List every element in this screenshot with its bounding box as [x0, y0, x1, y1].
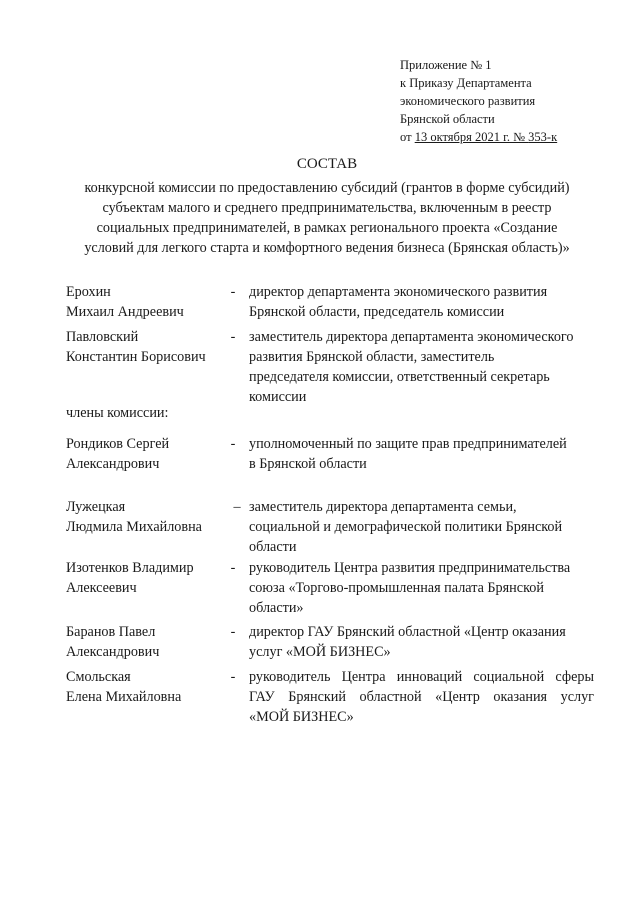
member-name: Ерохин Михаил Андреевич — [66, 284, 184, 320]
appendix-line-4: Брянской области — [400, 112, 495, 126]
appendix-block — [400, 56, 620, 146]
appendix-line-2: к Приказу Департамента — [400, 76, 532, 90]
member-dash: - — [230, 624, 236, 640]
document-title: СОСТАВ — [296, 156, 358, 172]
member-role: директор департамента экономического развития Брянской области, председатель комиссии — [249, 284, 548, 320]
member-dash: - — [230, 329, 236, 345]
member-role: уполномоченный по защите прав предпринимателей в Брянской области — [249, 436, 567, 472]
member-name: Баранов Павел Александрович — [66, 624, 160, 660]
subtitle-line: конкурсной комиссии по предоставлению субсидий (грантов в форме субсидий) — [84, 180, 570, 196]
order-number: 353-к — [528, 130, 558, 144]
order-date: 13 октября 2021 г. — [414, 130, 510, 144]
member-role: руководитель Центра инноваций социальной сферы ГАУ Брянский областной «Центр оказания услуг «МОЙ БИЗНЕС» — [249, 669, 594, 725]
subtitle-line: субъектам малого и среднего предпринимательства, включенным в реестр — [102, 200, 552, 216]
member-name: Павловский Константин Борисович — [66, 329, 206, 365]
date-prefix: от — [400, 130, 415, 144]
subtitle-line: социальных предпринимателей, в рамках регионального проекта «Создание — [96, 220, 558, 236]
document-subtitle — [50, 178, 604, 258]
appendix-date-line — [400, 128, 620, 146]
number-prefix: № — [509, 130, 529, 144]
appendix-line-3: экономического развития — [400, 94, 536, 108]
member-name: Лужецкая Людмила Михайловна — [66, 499, 202, 535]
member-role: заместитель директора департамента семьи, социальной и демографической политики Брянской области — [249, 499, 563, 555]
member-role: заместитель директора департамента экономического развития Брянской области, заместитель председателя комиссии, ответственный секретарь комиссии — [249, 329, 574, 405]
subtitle-line: условий для легкого старта и комфортного ведения бизнеса (Брянская область)» — [84, 240, 570, 256]
member-role: директор ГАУ Брянский областной «Центр оказания услуг «МОЙ БИЗНЕС» — [249, 624, 566, 660]
members-label: члены комиссии: — [66, 405, 169, 421]
member-dash: - — [230, 669, 236, 685]
member-role: руководитель Центра развития предпринимательства союза «Торгово-промышленная палата Брянской области» — [249, 560, 571, 616]
member-dash: - — [230, 284, 236, 300]
appendix-line-1: Приложение № 1 — [400, 58, 492, 72]
member-dash: - — [230, 560, 236, 576]
member-name: Изотенков Владимир Алексеевич — [66, 560, 194, 596]
member-name: Рондиков Сергей Александрович — [66, 436, 170, 472]
member-dash: - — [230, 436, 236, 452]
member-name: Смольская Елена Михайловна — [66, 669, 182, 705]
member-dash: – — [233, 499, 241, 515]
